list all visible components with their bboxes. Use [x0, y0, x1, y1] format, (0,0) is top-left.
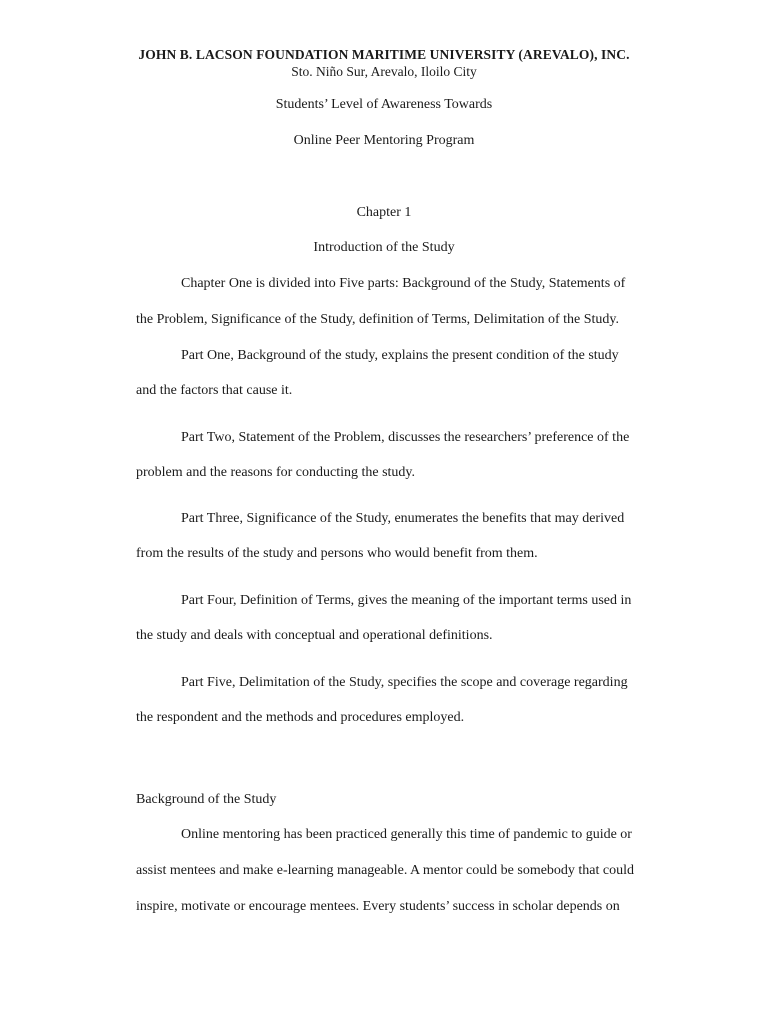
paragraph-line: Part One, Background of the study, explains the present condition of the study: [181, 348, 619, 363]
paragraph-line: assist mentees and make e-learning manageable. A mentor could be somebody that could: [136, 863, 635, 878]
section-heading: Background of the Study: [136, 792, 277, 807]
paragraph-line: Online mentoring has been practiced generally this time of pandemic to guide or: [181, 827, 632, 842]
university-address: Sto. Niño Sur, Arevalo, Iloilo City: [291, 64, 477, 79]
paragraph-line: the Problem, Significance of the Study, definition of Terms, Delimitation of the Study.: [136, 312, 619, 327]
university-name: JOHN B. LACSON FOUNDATION MARITIME UNIVERSITY (AREVALO), INC.: [138, 47, 630, 62]
paragraph-line: Part Five, Delimitation of the Study, specifies the scope and coverage regarding: [181, 675, 628, 690]
paragraph-line: problem and the reasons for conducting the study.: [136, 465, 416, 480]
paragraph-line: Part Three, Significance of the Study, enumerates the benefits that may derived: [181, 511, 625, 526]
chapter-number: Chapter 1: [356, 205, 412, 220]
paragraph-line: the respondent and the methods and procedures employed.: [136, 710, 465, 725]
paragraph-line: and the factors that cause it.: [136, 383, 293, 398]
paragraph-line: Part Four, Definition of Terms, gives the meaning of the important terms used in: [181, 593, 632, 608]
paragraph-line: the study and deals with conceptual and operational definitions.: [136, 628, 493, 643]
chapter-heading: Introduction of the Study: [313, 240, 455, 255]
paragraph-line: Part Two, Statement of the Problem, discusses the researchers’ preference of the: [181, 430, 630, 445]
paragraph-line: from the results of the study and persons who would benefit from them.: [136, 546, 538, 561]
study-title-line-1: Students’ Level of Awareness Towards: [275, 97, 493, 112]
paragraph-line: inspire, motivate or encourage mentees. Every students’ success in scholar depends on: [136, 899, 620, 914]
paragraph-line: Chapter One is divided into Five parts: Background of the Study, Statements of: [181, 276, 626, 291]
study-title-line-2: Online Peer Mentoring Program: [293, 133, 475, 148]
